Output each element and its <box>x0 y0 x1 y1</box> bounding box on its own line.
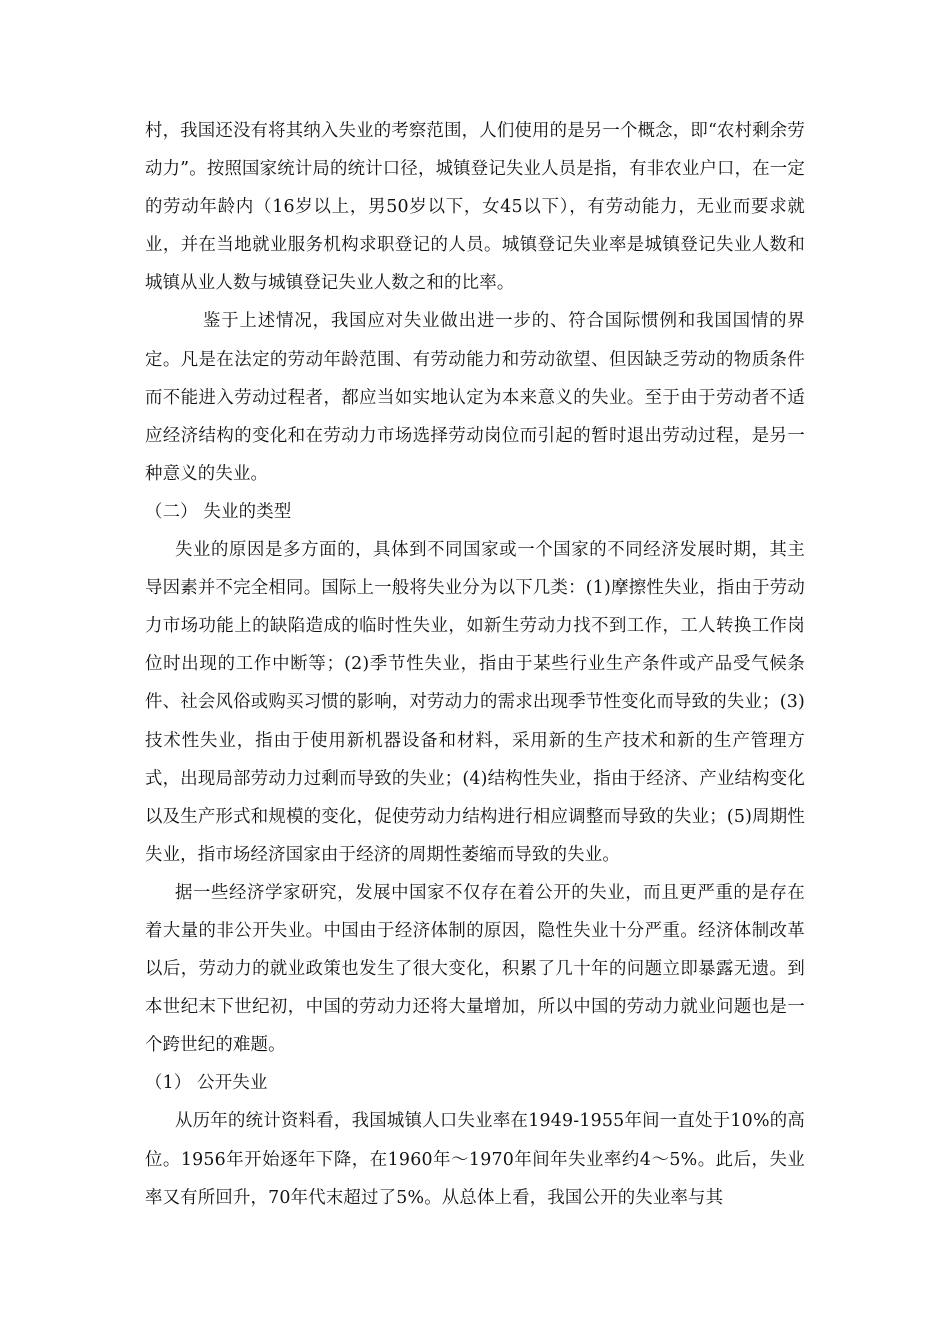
paragraph-unemployment-definition-proposal: 鉴于上述情况，我国应对失业做出进一步的、符合国际惯例和我国国情的界定。凡是在法定的劳动年龄范围、有劳动能力和劳动欲望、但因缺乏劳动的物质条件而不能进入劳动过程者，都应当如实地认定为本来意义的失业。至于由于劳动者不适应经济结构的变化和在劳动力市场选择劳动岗位而引起的暂时退出劳动过程，是另一种意义的失业。 <box>145 311 805 484</box>
paragraph-hidden-unemployment: 据一些经济学家研究，发展中国家不仅存在着公开的失业，而且更严重的是存在着大量的非公开失业。中国由于经济体制的原因，隐性失业十分严重。经济体制改革以后，劳动力的就业政策也发生了很大变化，积累了几十年的问题立即暴露无遗。到本世纪末下世纪初，中国的劳动力还将大量增加，所以中国的劳动力就业问题也是一个跨世纪的难题。 <box>145 882 805 1056</box>
section-heading-unemployment-types: （二） 失业的类型 <box>145 501 292 522</box>
paragraph-unemployment-types: 失业的原因是多方面的，具体到不同国家或一个国家的不同经济发展时期，其主导因素并不完全相同。国际上一般将失业分为以下几类：(1)摩擦性失业，指由于劳动力市场功能上的缺陷造成的临时性失业，如新生劳动力找不到工作，工人转换工作岗位时出现的工作中断等；(2)季节性失业，指由于某些行业生产条件或产品受气候条件、社会风俗或购买习惯的影响，对劳动力的需求出现季节性变化而导致的失业；(3)技术性失业，指由于使用新机器设备和材料，采用新的生产技术和新的生产管理方式，出现局部劳动力过剩而导致的失业；(4)结构性失业，指由于经济、产业结构变化以及生产形式和规模的变化，促使劳动力结构进行相应调整而导致的失业；(5)周期性失业，指市场经济国家由于经济的周期性萎缩而导致的失业。 <box>145 540 805 865</box>
paragraph-urban-unemployment-definition: 村，我国还没有将其纳入失业的考察范围，人们使用的是另一个概念，即“农村剩余劳动力”。按照国家统计局的统计口径，城镇登记失业人员是指，有非农业户口，在一定的劳动年龄内（16岁以上，男50岁以下，女45以下），有劳动能力，无业而要求就业，并在当地就业服务机构求职登记的人员。城镇登记失业率是城镇登记失业人数和城镇从业人数与城镇登记失业人数之和的比率。 <box>145 121 805 294</box>
paragraph-open-unemployment-statistics: 从历年的统计资料看，我国城镇人口失业率在1949-1955年间一直处于10%的高位。1956年开始逐年下降，在1960年～1970年间年失业率约4～5%。此后，失业率又有所回升，70年代末超过了5%。从总体上看，我国公开的失业率与其 <box>145 1111 805 1208</box>
subsection-heading-open-unemployment: （1） 公开失业 <box>145 1073 268 1094</box>
document-body <box>145 112 805 1217</box>
